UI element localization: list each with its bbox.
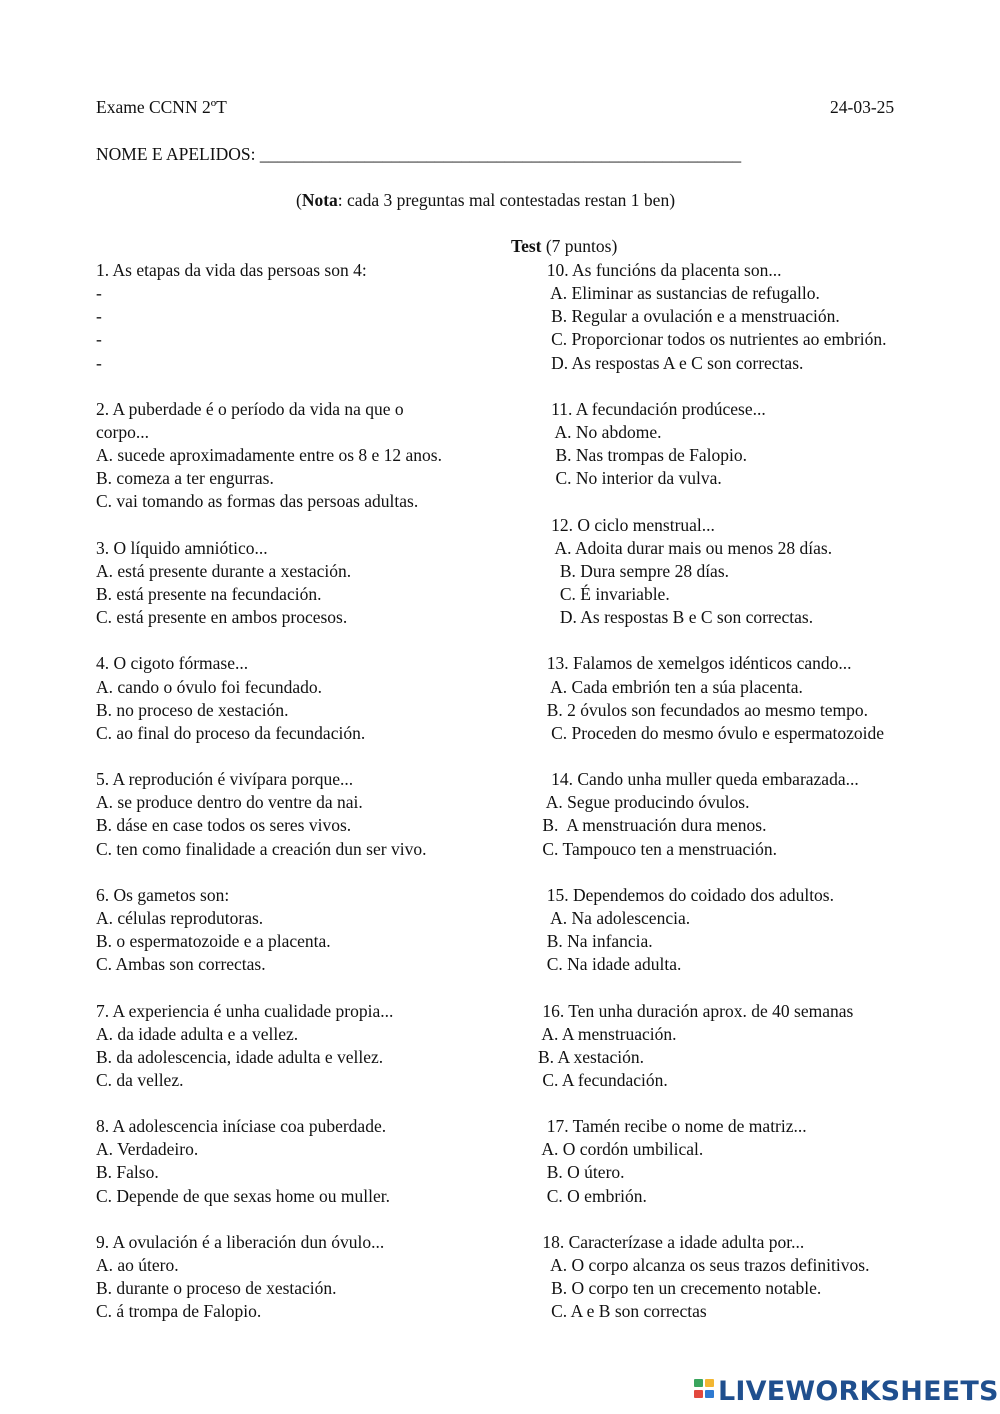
question-text: 11. A fecundación prodúcese... — [538, 398, 766, 419]
answer-option: B. durante o proceso de xestación. — [96, 1278, 337, 1299]
question-spacer — [96, 976, 526, 999]
answer-option: C. Ambas son correctas. — [96, 954, 266, 975]
answer-option: - — [96, 306, 102, 327]
answer-option: B. comeza a ter engurras. — [96, 468, 274, 489]
question-block — [96, 1231, 526, 1324]
question-block — [96, 537, 526, 630]
answer-option: B. Na infancia. — [538, 931, 653, 952]
question-text: 17. Tamén recibe o nome de matriz... — [538, 1116, 807, 1137]
question-text: 9. A ovulación é a liberación dun óvulo... — [96, 1231, 385, 1252]
test-points: (7 puntos) — [541, 236, 618, 256]
note-line — [296, 189, 675, 212]
answer-option: B. Falso. — [96, 1162, 159, 1183]
question-spacer — [538, 375, 978, 398]
answer-option: C. A e B son correctas — [538, 1301, 707, 1322]
answer-option: A. cando o óvulo foi fecundado. — [96, 676, 322, 697]
question-spacer — [96, 1208, 526, 1231]
answer-option: B. no proceso de xestación. — [96, 699, 289, 720]
note-text: : cada 3 preguntas mal contestadas restan 1 ben) — [337, 190, 676, 210]
logo-square — [705, 1390, 714, 1398]
answer-option: B. o espermatozoide e a placenta. — [96, 931, 331, 952]
question-spacer — [538, 1092, 978, 1115]
question-text: 18. Caracterízase a idade adulta por... — [538, 1231, 805, 1252]
question-block — [96, 768, 526, 861]
question-block — [96, 652, 526, 745]
question-text: 12. O ciclo menstrual... — [538, 514, 715, 535]
answer-option: B. 2 óvulos son fecundados ao mesmo tempo. — [538, 699, 869, 720]
question-spacer — [96, 745, 526, 768]
answer-option: A. células reprodutoras. — [96, 907, 264, 928]
answer-option: A. Cada embrión ten a súa placenta. — [538, 676, 803, 697]
answer-option: B. O útero. — [538, 1162, 625, 1183]
question-spacer — [538, 1208, 978, 1231]
answer-option: A. se produce dentro do ventre da nai. — [96, 792, 363, 813]
note-open: ( — [296, 190, 302, 210]
logo-grid-icon — [694, 1377, 716, 1405]
question-block — [96, 884, 526, 977]
question-text: 1. As etapas da vida das persoas son 4: — [96, 260, 367, 280]
question-block — [538, 652, 978, 745]
question-text: 10. As funcións da placenta son... — [538, 260, 782, 280]
question-text: 6. Os gametos son: — [96, 884, 230, 905]
answer-option: A. Eliminar as sustancias de refugallo. — [538, 283, 820, 304]
answer-option: B. dáse en case todos os seres vivos. — [96, 815, 352, 836]
answer-option: B. A menstruación dura menos. — [538, 815, 767, 836]
question-block — [96, 398, 526, 514]
question-spacer — [96, 375, 526, 398]
answer-option: C. da vellez. — [96, 1069, 184, 1090]
name-blank: _______________________________________________________ — [259, 144, 742, 164]
answer-option: C. vai tomando as formas das persoas adultas. — [96, 491, 419, 512]
right-question-column — [538, 259, 978, 1323]
logo-text: LIVEWORKSHEETS — [718, 1375, 999, 1407]
answer-option: - — [96, 283, 102, 304]
answer-option: A. Segue producindo óvulos. — [538, 792, 750, 813]
answer-option: A. da idade adulta e a vellez. — [96, 1023, 299, 1044]
answer-option: A. Adoita durar mais ou menos 28 días. — [538, 537, 833, 558]
exam-date: 24-03-25 — [830, 97, 895, 117]
question-spacer — [96, 629, 526, 652]
answer-option: A. ao útero. — [96, 1255, 179, 1276]
question-block — [538, 1000, 978, 1093]
answer-option: C. A fecundación. — [538, 1069, 668, 1090]
answer-option: C. É invariable. — [538, 583, 670, 604]
question-text: 16. Ten unha duración aprox. de 40 semanas — [538, 1000, 854, 1021]
answer-option: C. O embrión. — [538, 1185, 647, 1206]
answer-option: - — [96, 329, 102, 350]
logo-square — [705, 1379, 714, 1387]
answer-option: A. Verdadeiro. — [96, 1139, 199, 1160]
answer-option: - — [96, 352, 102, 373]
answer-option: C. No interior da vulva. — [538, 468, 722, 489]
answer-option: B. está presente na fecundación. — [96, 583, 322, 604]
question-spacer — [96, 1092, 526, 1115]
answer-option: C. está presente en ambos procesos. — [96, 607, 348, 628]
exam-title: Exame CCNN 2ºT — [96, 97, 227, 117]
answer-option: A. O corpo alcanza os seus trazos definitivos. — [538, 1255, 870, 1276]
answer-option: B. Dura sempre 28 días. — [538, 560, 730, 581]
question-block — [96, 259, 526, 375]
answer-option: C. Na idade adulta. — [538, 954, 682, 975]
answer-option: C. ao final do proceso da fecundación. — [96, 722, 366, 743]
question-block — [96, 1115, 526, 1208]
question-block — [538, 259, 978, 375]
note-bold: Nota — [301, 190, 338, 210]
answer-option: B. da adolescencia, idade adulta e vellez. — [96, 1046, 384, 1067]
answer-option: D. As respostas A e C son correctas. — [538, 352, 804, 373]
answer-option: B. Nas trompas de Falopio. — [538, 445, 748, 466]
question-spacer — [538, 745, 978, 768]
question-text: 15. Dependemos do coidado dos adultos. — [538, 884, 834, 905]
question-block — [538, 398, 978, 491]
question-block — [538, 768, 978, 861]
test-bold: Test — [511, 236, 542, 256]
answer-option: A. Na adolescencia. — [538, 907, 691, 928]
answer-option: C. Proporcionar todos os nutrientes ao embrión. — [538, 329, 887, 350]
question-text: 8. A adolescencia iníciase coa puberdade. — [96, 1116, 387, 1137]
answer-option: B. A xestación. — [538, 1046, 644, 1067]
question-block — [538, 1115, 978, 1208]
answer-option: A. O cordón umbilical. — [538, 1139, 704, 1160]
question-spacer — [538, 629, 978, 652]
logo-square — [694, 1379, 703, 1387]
answer-option: C. ten como finalidade a creación dun ser vivo. — [96, 838, 427, 859]
question-text: 4. O cigoto fórmase... — [96, 653, 249, 674]
answer-option: A. está presente durante a xestación. — [96, 560, 352, 581]
question-spacer — [538, 861, 978, 884]
question-text: 13. Falamos de xemelgos idénticos cando... — [538, 653, 852, 674]
answer-option: B. O corpo ten un crecemento notable. — [538, 1278, 822, 1299]
answer-option: C. á trompa de Falopio. — [96, 1301, 262, 1322]
question-text: 2. A puberdade é o período da vida na que o — [96, 398, 404, 419]
test-heading — [511, 235, 617, 258]
liveworksheets-logo — [694, 1374, 999, 1408]
question-block — [538, 1231, 978, 1324]
question-spacer — [538, 976, 978, 999]
answer-option: corpo... — [96, 421, 149, 442]
question-spacer — [538, 490, 978, 513]
question-spacer — [96, 514, 526, 537]
left-question-column — [96, 259, 526, 1323]
question-text: 5. A reprodución é vivípara porque... — [96, 769, 354, 790]
answer-option: A. No abdome. — [538, 421, 662, 442]
question-text: 3. O líquido amniótico... — [96, 537, 268, 558]
answer-option: C. Tampouco ten a menstruación. — [538, 838, 778, 859]
answer-option: C. Proceden do mesmo óvulo e espermatozoide — [538, 722, 885, 743]
question-text: 7. A experiencia é unha cualidade propia... — [96, 1000, 394, 1021]
answer-option: C. Depende de que sexas home ou muller. — [96, 1185, 391, 1206]
name-field-row — [96, 143, 741, 166]
answer-option: B. Regular a ovulación e a menstruación. — [538, 306, 840, 327]
logo-square — [694, 1390, 703, 1398]
question-text: 14. Cando unha muller queda embarazada... — [538, 769, 859, 790]
question-block — [538, 884, 978, 977]
answer-option: D. As respostas B e C son correctas. — [538, 607, 814, 628]
answer-option: A. sucede aproximadamente entre os 8 e 12 anos. — [96, 445, 442, 466]
name-label: NOME E APELIDOS: — [96, 144, 260, 164]
question-spacer — [96, 861, 526, 884]
question-block — [538, 514, 978, 630]
question-block — [96, 1000, 526, 1093]
answer-option: A. A menstruación. — [538, 1023, 677, 1044]
